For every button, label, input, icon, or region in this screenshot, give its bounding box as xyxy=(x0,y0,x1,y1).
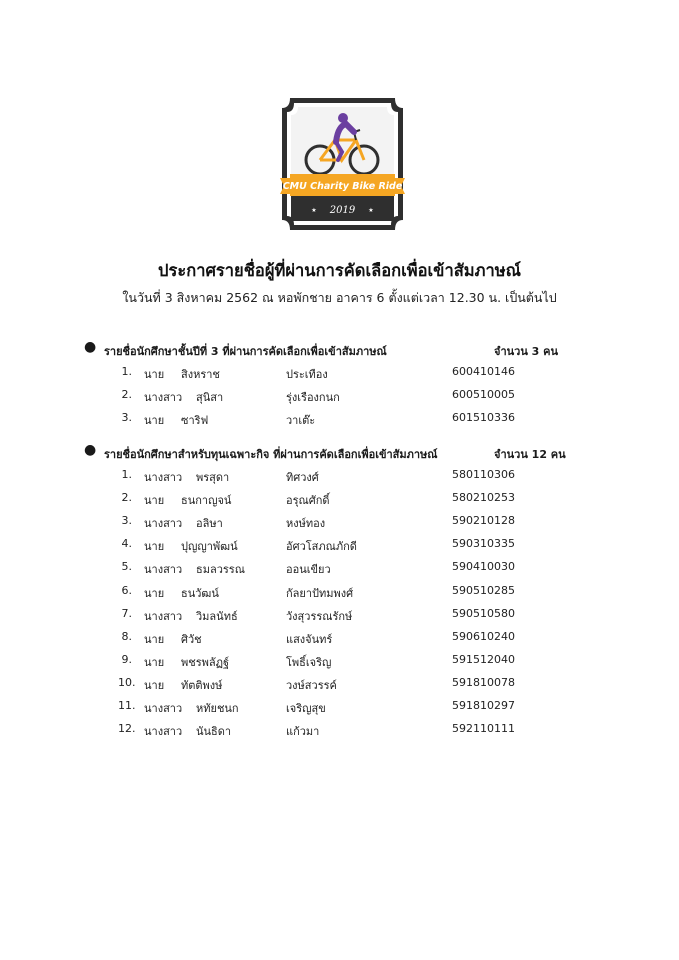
row-student-id: 580210253 xyxy=(452,491,515,505)
row-last-name: ทิศวงศ์ xyxy=(286,471,319,484)
row-last-name: ประเทือง xyxy=(286,368,328,381)
list-item xyxy=(0,468,679,486)
list-item xyxy=(0,630,679,648)
row-student-id: 591810078 xyxy=(452,675,515,689)
list-item xyxy=(0,514,679,532)
row-last-name: แสงจันทร์ xyxy=(286,632,333,646)
row-last-name: แก้วมา xyxy=(286,725,320,739)
row-student-id: 600510005 xyxy=(452,388,515,402)
row-number: 4. xyxy=(121,537,132,551)
row-first-name: ปุญญาพัฒน์ xyxy=(181,540,238,554)
row-number: 7. xyxy=(121,606,132,620)
row-last-name: อัศวโสภณภักดี xyxy=(286,540,357,554)
list-item xyxy=(0,584,679,602)
row-prefix: นางสาว xyxy=(144,725,183,739)
list-item xyxy=(0,607,679,625)
row-first-name: นันธิดา xyxy=(196,725,232,739)
row-prefix: นางสาว xyxy=(144,609,183,623)
row-number: 6. xyxy=(121,583,132,597)
row-number: 5. xyxy=(121,560,132,574)
row-last-name: วาเต๊ะ xyxy=(286,414,316,428)
row-last-name: ออนเขียว xyxy=(286,563,331,577)
row-student-id: 590310335 xyxy=(452,537,515,551)
row-student-id: 590410030 xyxy=(452,560,515,574)
list-item xyxy=(0,388,679,406)
row-number: 10. xyxy=(118,675,136,689)
row-student-id: 601510336 xyxy=(452,411,515,425)
row-number: 8. xyxy=(121,629,132,643)
row-prefix: นาย xyxy=(144,632,165,646)
row-prefix: นาย xyxy=(144,540,165,554)
row-prefix: นางสาว xyxy=(144,471,183,484)
row-first-name: สุนิสา xyxy=(196,391,224,405)
row-number: 1. xyxy=(121,468,132,481)
row-number: 12. xyxy=(118,722,136,736)
row-last-name: อรุณศักดิ์ xyxy=(286,494,330,508)
list-item xyxy=(0,676,679,694)
row-last-name: วังสุวรรณรักษ์ xyxy=(286,609,353,623)
row-first-name: สิงหราช xyxy=(181,368,220,381)
row-prefix: นาย xyxy=(144,678,165,692)
row-student-id: 592110111 xyxy=(452,722,515,736)
logo-text: CMU Charity Bike Ride xyxy=(282,181,403,192)
row-student-id: 591512040 xyxy=(452,652,515,666)
row-first-name: พรสุดา xyxy=(196,471,230,484)
list-item xyxy=(0,537,679,555)
section-count: จำนวน 3 คน xyxy=(494,345,559,358)
list-item xyxy=(0,560,679,578)
row-prefix: นาย xyxy=(144,494,165,508)
row-first-name: ศิวัช xyxy=(181,632,202,646)
row-last-name: รุ่งเรืองกนก xyxy=(286,391,340,405)
row-student-id: 591810297 xyxy=(452,699,515,712)
row-number: 3. xyxy=(121,514,132,528)
row-number: 1. xyxy=(121,365,132,378)
row-prefix: นางสาว xyxy=(144,563,183,577)
row-student-id: 590210128 xyxy=(452,514,515,528)
row-student-id: 590510580 xyxy=(452,606,515,620)
row-prefix: นางสาว xyxy=(144,702,183,715)
row-first-name: ซาริฟ xyxy=(181,414,209,428)
row-prefix: นาย xyxy=(144,586,165,600)
row-number: 2. xyxy=(121,491,132,505)
row-first-name: หทัยชนก xyxy=(196,702,239,715)
row-number: 2. xyxy=(121,388,132,402)
list-item xyxy=(0,365,679,383)
section-label: รายชื่อนักศึกษาสำหรับทุนเฉพาะกิจ ที่ผ่านการคัดเลือกเพื่อเข้าสัมภาษณ์ xyxy=(104,448,438,461)
row-first-name: ธมลวรรณ xyxy=(196,563,245,577)
row-student-id: 580110306 xyxy=(452,468,515,481)
row-last-name: โพธิ์เจริญ xyxy=(286,655,332,669)
row-prefix: นาย xyxy=(144,655,165,669)
row-prefix: นางสาว xyxy=(144,517,183,531)
list-item xyxy=(0,491,679,509)
row-first-name: ธนวัฒน์ xyxy=(181,586,219,600)
logo-star-left-icon: ★ xyxy=(311,207,317,214)
section-count: จำนวน 12 คน xyxy=(494,448,566,461)
row-student-id: 590510285 xyxy=(452,583,515,597)
row-first-name: พชรพลัฏฐ์ xyxy=(181,655,230,669)
row-first-name: อลิษา xyxy=(196,517,223,531)
row-first-name: วิมลนัทธ์ xyxy=(196,609,238,623)
row-last-name: กัลยาปัทมพงศ์ xyxy=(286,586,354,600)
row-last-name: หงษ์ทอง xyxy=(286,517,326,531)
row-prefix: นาย xyxy=(144,414,165,428)
logo-year: 2019 xyxy=(329,205,356,216)
list-item xyxy=(0,722,679,740)
list-item xyxy=(0,653,679,671)
row-last-name: เจริญสุข xyxy=(286,702,326,715)
row-first-name: ทัตติพงษ์ xyxy=(181,678,223,692)
list-item xyxy=(0,411,679,429)
page-subtitle: ในวันที่ 3 สิงหาคม 2562 ณ หอพักชาย อาคาร 6 ตั้งแต่เวลา 12.30 น. เป็นต้นไป xyxy=(122,290,557,305)
page-title: ประกาศรายชื่อผู้ที่ผ่านการคัดเลือกเพื่อเข้าสัมภาษณ์ xyxy=(158,261,521,280)
bullet-icon: ● xyxy=(84,339,97,355)
cmu-charity-bike-ride-logo xyxy=(280,96,405,232)
row-student-id: 600410146 xyxy=(452,365,515,378)
row-last-name: วงษ์สวรรค์ xyxy=(286,678,337,692)
logo-star-right-icon: ★ xyxy=(368,207,374,214)
row-number: 9. xyxy=(121,652,132,666)
row-number: 11. xyxy=(118,699,136,712)
row-first-name: ธนกาญจน์ xyxy=(181,494,232,508)
list-item xyxy=(0,699,679,717)
row-prefix: นางสาว xyxy=(144,391,183,405)
row-prefix: นาย xyxy=(144,368,165,381)
bullet-icon: ● xyxy=(84,442,97,458)
row-student-id: 590610240 xyxy=(452,629,515,643)
row-number: 3. xyxy=(121,411,132,425)
section-label: รายชื่อนักศึกษาชั้นปีที่ 3 ที่ผ่านการคัดเลือกเพื่อเข้าสัมภาษณ์ xyxy=(104,345,387,358)
